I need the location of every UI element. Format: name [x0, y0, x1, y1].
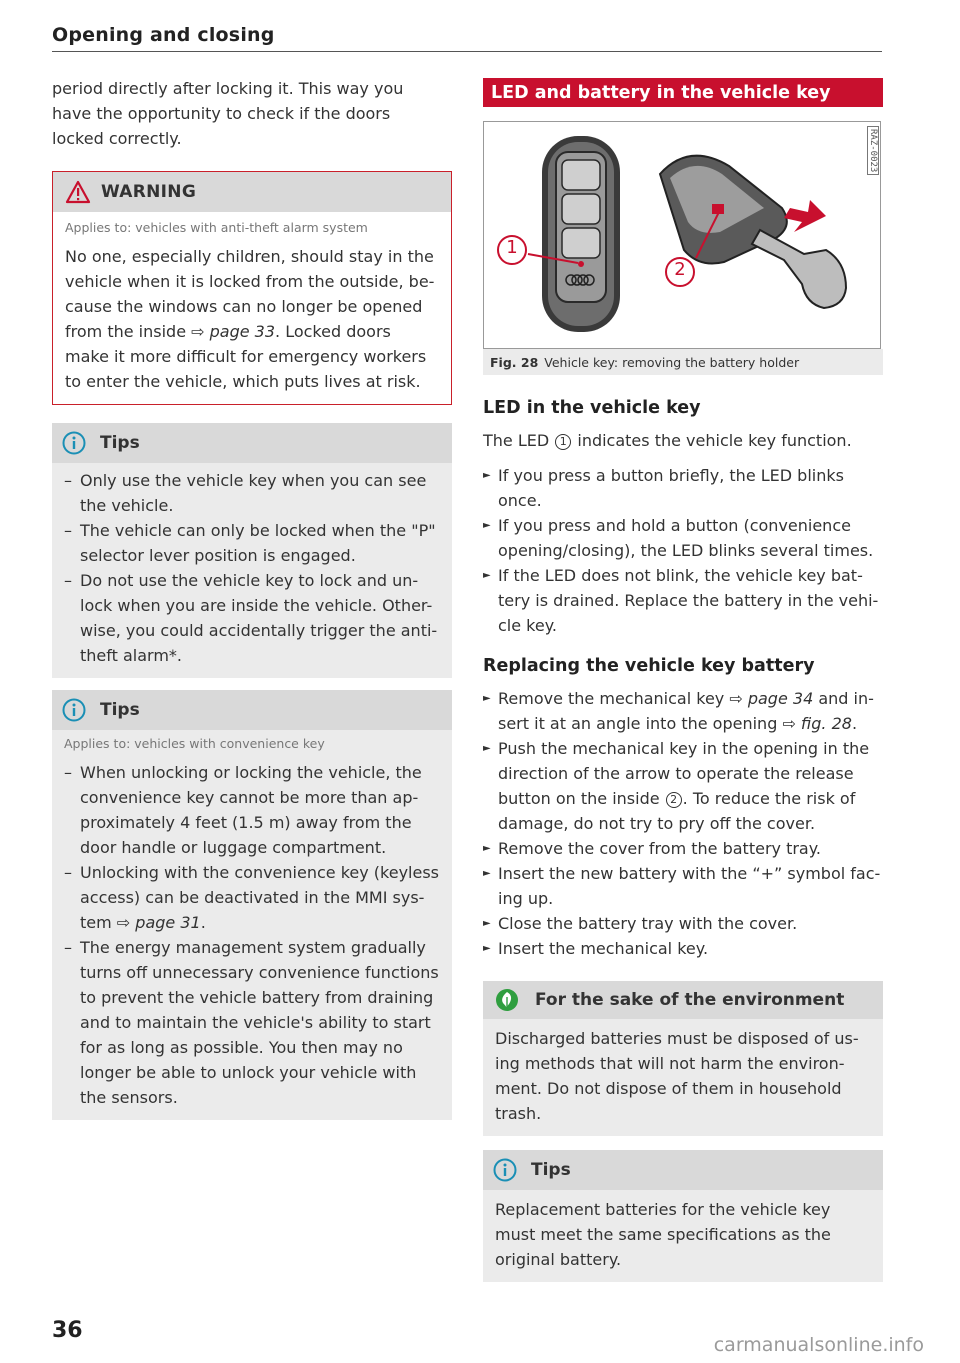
- info-icon: [62, 431, 86, 455]
- warning-applies: Applies to: vehicles with anti-theft alarm system: [65, 220, 368, 235]
- environment-box: [483, 981, 883, 1136]
- environment-text: Discharged batteries must be disposed of us- ing methods that will not harm the environ- ment. Do not dispose of them in household trash.: [495, 1029, 859, 1123]
- list-item: – The vehicle can only be locked when the "P" selector lever position is engaged.: [64, 518, 440, 568]
- info-icon: [493, 1158, 517, 1182]
- list-item: ► Remove the mechanical key ⇨ page 34 and in- sert it at an angle into the opening ⇨ fig. 28.: [483, 686, 883, 736]
- left-column: [52, 76, 452, 1120]
- figure-vehicle-key: [483, 121, 881, 349]
- list-item: – Unlocking with the convenience key (keyless access) can be deactivated in the MMI sys- tem ⇨ page 31.: [64, 860, 440, 935]
- list-item: – When unlocking or locking the vehicle, the convenience key cannot be more than ap- proximately 4 feet (1.5 m) away from the door handle or luggage compartment.: [64, 760, 440, 860]
- tips-title: Tips: [100, 433, 140, 453]
- tips-text: Replacement batteries for the vehicle key must meet the same specifications as the original battery.: [495, 1200, 831, 1269]
- environment-title: For the sake of the environment: [535, 990, 845, 1010]
- callout-2: 2: [674, 259, 686, 280]
- fig-28-link[interactable]: ⇨ fig. 28: [782, 714, 852, 733]
- tips-box-2: [52, 690, 452, 1120]
- warning-text: No one, especially children, should stay in the vehicle when it is locked from the outside, be- cause the windows can no longer be opened from the inside ⇨ page 33. Locked doors make it more difficult for emergency workers to enter the vehicle, which puts lives at risk.: [65, 247, 435, 391]
- figure-caption: Fig. 28 Vehicle key: removing the battery holder: [483, 349, 883, 375]
- tips-box-3: [483, 1150, 883, 1282]
- page-34-link[interactable]: ⇨ page 34: [729, 689, 814, 708]
- list-item: ► Close the battery tray with the cover.: [483, 911, 883, 936]
- environment-icon: [495, 988, 519, 1012]
- figure-code: RAZ-0023: [867, 126, 879, 175]
- list-item: – Only use the vehicle key when you can see the vehicle.: [64, 468, 440, 518]
- callout-1: 1: [506, 237, 518, 258]
- warning-triangle-icon: [65, 180, 91, 204]
- list-item: ► Insert the mechanical key.: [483, 936, 883, 961]
- section-title: Opening and closing: [52, 24, 275, 46]
- list-item: ► Push the mechanical key in the opening in the direction of the arrow to operate the release button on the inside 2 . To reduce the risk of damage, do not try to pry off the cover.: [483, 736, 883, 836]
- callout-ref-2: 2: [666, 792, 682, 808]
- section-banner: LED and battery in the vehicle key: [483, 78, 883, 107]
- page-31-link[interactable]: ⇨ page 31: [116, 913, 201, 932]
- tips-box-1: [52, 423, 452, 678]
- warning-box: [52, 171, 452, 405]
- led-intro: The LED 1 indicates the vehicle key function.: [483, 431, 852, 450]
- list-item: ► If you press and hold a button (convenience opening/closing), the LED blinks several times.: [483, 513, 883, 563]
- list-item: – Do not use the vehicle key to lock and un- lock when you are inside the vehicle. Other- wise, you could accidentally trigger the anti- theft alarm*.: [64, 568, 440, 668]
- list-item: ► Remove the cover from the battery tray.: [483, 836, 883, 861]
- callout-ref-1: 1: [555, 434, 571, 450]
- list-item: ► If you press a button briefly, the LED blinks once.: [483, 463, 883, 513]
- led-heading: LED in the vehicle key: [483, 398, 701, 418]
- tips-applies: Applies to: vehicles with convenience key: [64, 736, 325, 751]
- header-rule: [52, 51, 882, 52]
- replace-heading: Replacing the vehicle key battery: [483, 656, 815, 676]
- page-33-link[interactable]: ⇨ page 33: [191, 322, 276, 341]
- warning-header: [53, 172, 451, 212]
- list-item: ► If the LED does not blink, the vehicle key bat- tery is drained. Replace the battery in the vehi- cle key.: [483, 563, 883, 638]
- tips-title: Tips: [531, 1160, 571, 1180]
- list-item: – The energy management system gradually turns off unnecessary convenience functions to prevent the vehicle battery from draining and to maintain the vehicle's ability to start for as long as possible. You then may no longer be able to unlock your vehicle with the sensors.: [64, 935, 440, 1110]
- info-icon: [62, 698, 86, 722]
- watermark: carmanualsonline.info: [713, 1334, 924, 1356]
- warning-title: WARNING: [101, 182, 197, 202]
- right-column: [483, 78, 883, 1282]
- list-item: ► Insert the new battery with the “+” symbol fac- ing up.: [483, 861, 883, 911]
- tips-title: Tips: [100, 700, 140, 720]
- intro-paragraph: period directly after locking it. This way you have the opportunity to check if the doors locked correctly.: [52, 79, 404, 148]
- vehicle-key-illustration: [484, 122, 881, 349]
- page-number: 36: [52, 1318, 83, 1343]
